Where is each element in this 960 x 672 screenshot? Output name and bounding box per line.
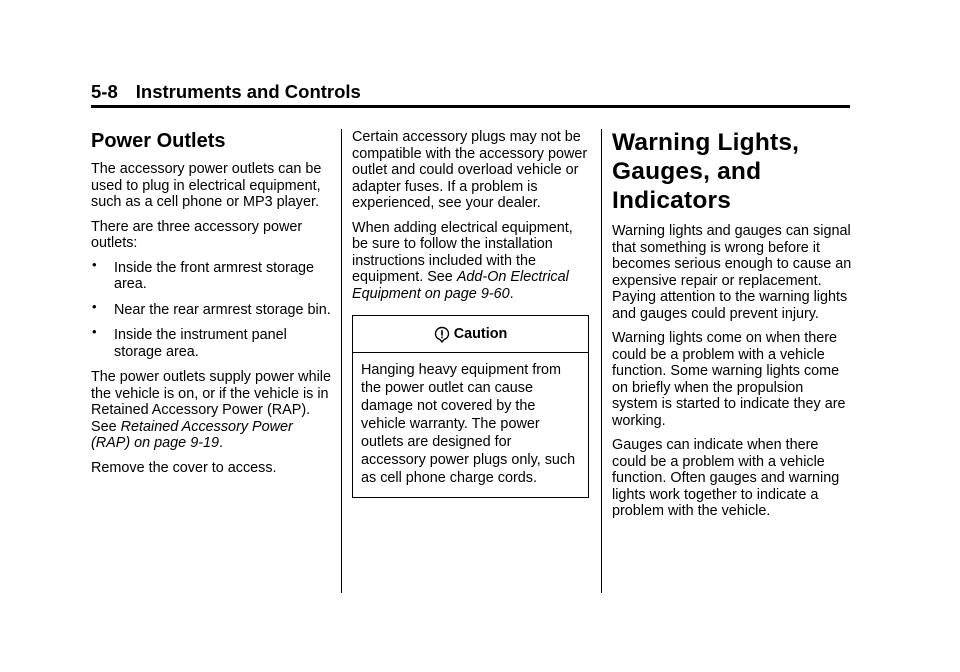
caution-body: Hanging heavy equipment from the power outlet can cause damage not covered by the vehicle warranty. The power outlets are designed for accessory power plugs only, such as cell phone charge cords. <box>361 362 576 486</box>
column-divider <box>601 129 602 593</box>
paragraph: The accessory power outlets can be used to plug in electrical equipment, such as a cell phone or MP3 player. <box>91 161 322 210</box>
header-rule <box>91 105 850 108</box>
bullet-icon: • <box>92 298 97 314</box>
section-heading-warning-lights: Warning Lights, Gauges, and Indicators <box>612 129 800 214</box>
caution-box <box>352 315 589 498</box>
caution-title: Caution <box>453 325 508 342</box>
section-heading-power-outlets: Power Outlets <box>91 130 226 152</box>
column-divider <box>341 129 342 593</box>
paragraph <box>91 369 331 452</box>
cross-reference-link[interactable]: Retained Accessory Power (RAP) on page 9‑19 <box>91 418 293 451</box>
paragraph: Remove the cover to access. <box>91 459 277 476</box>
column-1 <box>91 128 331 484</box>
paragraph-end: . <box>219 435 223 451</box>
paragraph: There are three accessory power outlets: <box>91 218 303 251</box>
list-item-text: Inside the instrument panel storage area. <box>114 327 287 360</box>
header-title <box>91 81 850 103</box>
paragraph: Gauges can indicate when there could be a problem with a vehicle function. Often gauges and warning lights work together to indicate a problem with the vehicle. <box>612 437 840 519</box>
column-2 <box>352 129 592 498</box>
list-item <box>91 324 331 360</box>
paragraph: Warning lights and gauges can signal that something is wrong before it becomes serious enough to cause an expensive repair or replacement. Paying attention to the warning lights and gauges could prevent injury. <box>612 223 852 322</box>
caution-header <box>353 316 588 353</box>
chapter-title: Instruments and Controls <box>135 81 361 102</box>
column-3 <box>612 128 852 528</box>
outlet-location-list <box>91 256 331 361</box>
paragraph-text: When adding electrical equipment, be sure to follow the installation instructions included with the equipment. See <box>352 219 573 285</box>
paragraph-text: The power outlets supply power while the vehicle is on, or if the vehicle is in Retained Accessory Power (RAP). See <box>91 369 331 435</box>
caution-icon <box>434 326 450 343</box>
list-item <box>91 256 331 293</box>
bullet-icon: • <box>92 324 97 339</box>
paragraph <box>352 220 592 303</box>
list-item-text: Inside the front armrest storage area. <box>114 259 314 292</box>
page-number: 5-8 <box>91 81 118 102</box>
list-item <box>91 298 331 319</box>
bullet-icon: • <box>92 256 97 272</box>
paragraph-end: . <box>509 285 514 302</box>
page-header <box>91 81 850 103</box>
cross-reference-link[interactable]: Add-On Electrical Equipment on page 9‑60 <box>352 269 569 302</box>
paragraph: Certain accessory plugs may not be compatible with the accessory power outlet and could overload vehicle or adapter fuses. If a problem is experienced, see your dealer. <box>352 129 588 211</box>
paragraph: Warning lights come on when there could be a problem with a vehicle function. Some warning lights come on briefly when the propulsion system is started to indicate they are working. <box>612 330 846 429</box>
list-item-text: Near the rear armrest storage bin. <box>114 301 331 318</box>
